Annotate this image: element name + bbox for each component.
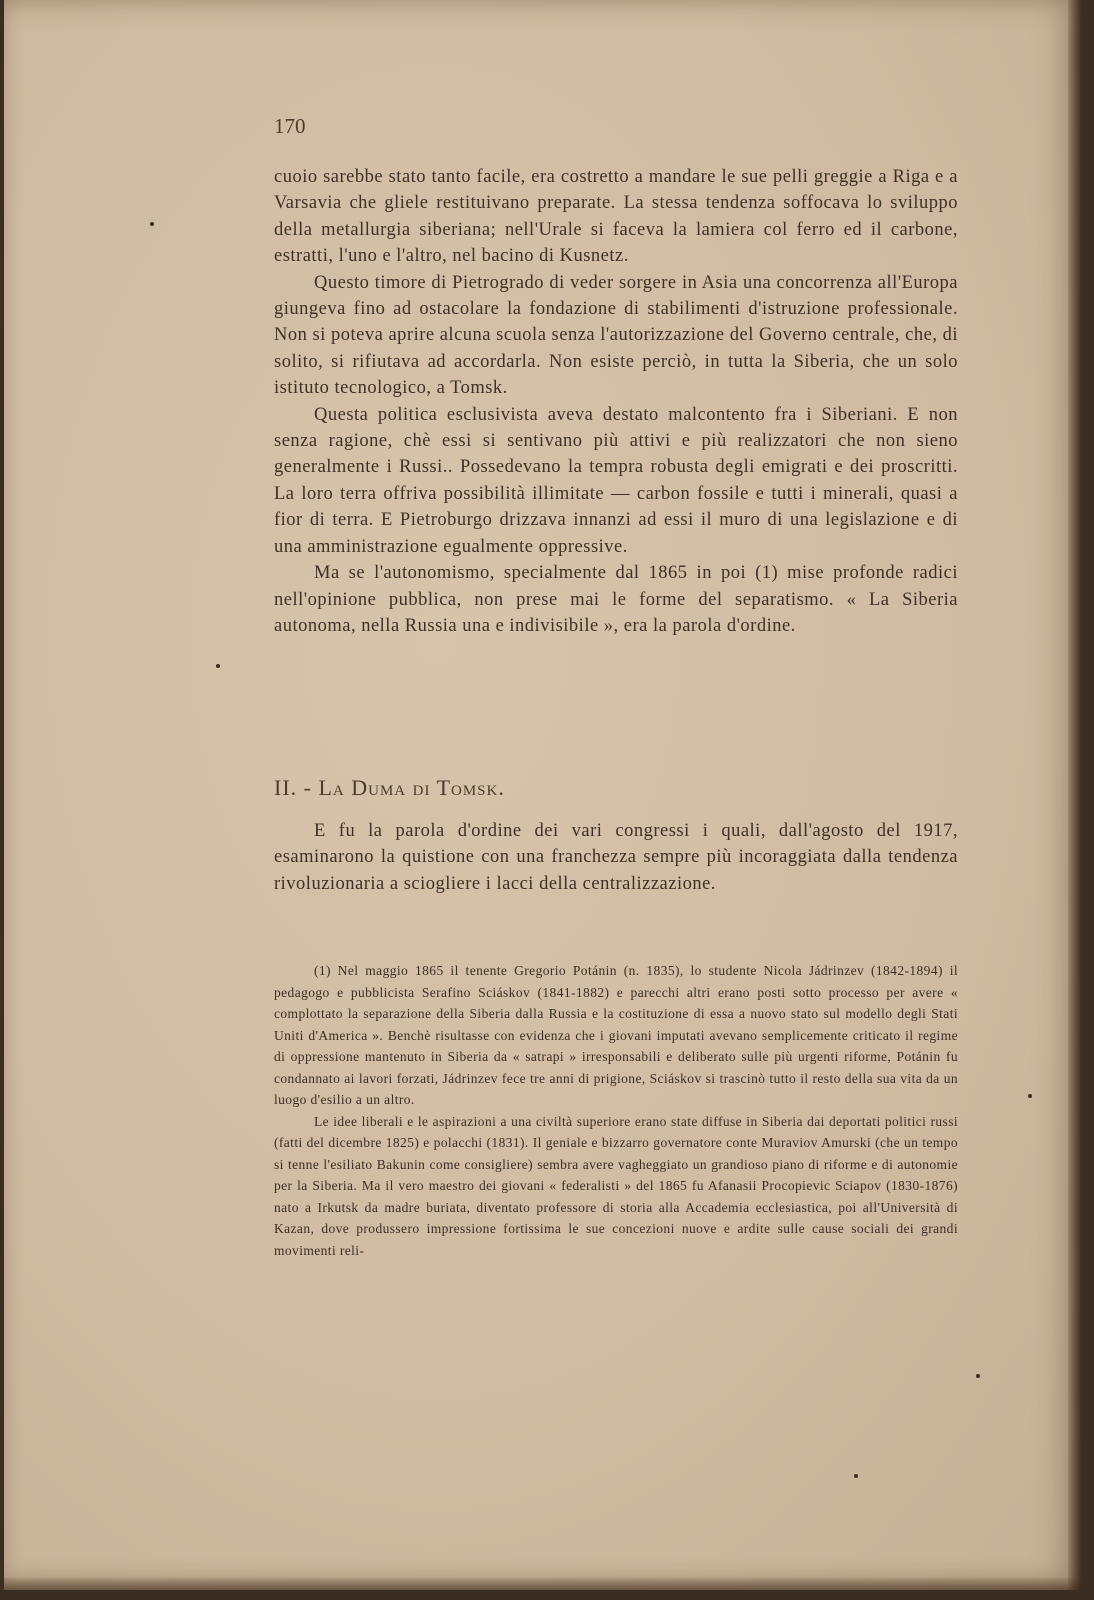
paper-speck (150, 222, 154, 226)
main-text (274, 164, 958, 639)
footnote: Le idee liberali e le aspirazioni a una civiltà superiore erano state diffuse in Siberia dai deportati politici russi (fatti del dicembre 1825) e polacchi (1831). Il geniale e bizzarro governatore conte Muraviov Amurski (che un tempo si tenne l'esiliato Bakunin come consigliere) sembra avere vagheggiato un grandioso piano di riforme e di autonomie per la Siberia. Ma il vero maestro dei giovani « federalisti » del 1865 fu Afanasii Procopievic Sciapov (1830-1876) nato a Irkutsk da madre buriata, diventato professore di storia alla Accademia ecclesiastica, poi all'Università di Kazan, dove produssero impressione fortissima le sue concezioni nuove e ardite sulle cause sociali dei grandi movimenti reli- (274, 1113, 958, 1258)
paper-speck (854, 1474, 858, 1478)
paragraph: Ma se l'autonomismo, specialmente dal 1865 in poi (1) mise profonde radici nell'opinione pubblica, non prese mai le forme del separatismo. « La Siberia autonoma, nella Russia una e indivisibile », era la parola d'ordine. (274, 563, 958, 636)
page-edge-shadow (1068, 0, 1082, 1590)
book-page (4, 0, 1082, 1590)
footnote: (1) Nel maggio 1865 il tenente Gregorio Potánin (n. 1835), lo studente Nicola Jádrinzev (1842-1894) il pedagogo e pubblicista Serafino Sciáskov (1841-1882) e parecchi altri erano posti sotto processo per avere « complottato la separazione della Siberia dalla Russia e la costituzione di essa a nuovo stato sul modello degli Stati Uniti d'America ». Benchè risultasse con evidenza che i giovani imputati avevano semplicemente criticato il regime di oppressione mantenuto in Siberia da « satrapi » irresponsabili e deliberato sulle più urgenti riforme, Potánin fu condannato ai lavori forzati, Jádrinzev fece tre anni di prigione, Sciáskov si trascinò tutto il resto della sua vita da un luogo d'esilio a un altro. (274, 963, 958, 1107)
paper-speck (976, 1374, 980, 1378)
section-heading: II. - La Duma di Tomsk. (274, 775, 505, 800)
section-text (274, 818, 958, 897)
paper-speck (216, 664, 220, 668)
footnotes (274, 960, 958, 1261)
page-bottom-shadow (4, 1578, 1082, 1590)
paper-speck (1028, 1094, 1032, 1098)
paragraph: E fu la parola d'ordine dei vari congressi i quali, dall'agosto del 1917, esaminarono la quistione con una franchezza sempre più incoraggiata dalla tendenza rivoluzionaria a sciogliere i lacci della centralizzazione. (274, 821, 958, 894)
paragraph: cuoio sarebbe stato tanto facile, era costretto a mandare le sue pelli greggie a Riga e a Varsavia che gliele restituivano preparate. La stessa tendenza soffocava lo sviluppo della metallurgia siberiana; nell'Urale si faceva la lamiera col ferro ed il carbone, estratti, l'uno e l'altro, nel bacino di Kusnetz. (274, 167, 958, 267)
page-number: 170 (274, 114, 306, 138)
paragraph: Questo timore di Pietrogrado di veder sorgere in Asia una concorrenza all'Europa giungeva fino ad ostacolare la fondazione di stabilimenti d'istruzione professionale. Non si poteva aprire alcuna scuola senza l'autorizzazione del Governo centrale, che, di solito, si rifiutava ad accordarla. Non esiste perciò, in tutta la Siberia, che un solo istituto tecnologico, a Tomsk. (274, 272, 958, 399)
paragraph: Questa politica esclusivista aveva destato malcontento fra i Siberiani. E non senza ragione, chè essi si sentivano più attivi e più realizzatori che non sieno generalmente i Russi.. Possedevano la tempra robusta degli emigrati e dei proscritti. La loro terra offriva possibilità illimitate — carbon fossile e tutti i minerali, quasi a fior di terra. E Pietroburgo drizzava innanzi ad essi il muro di una legislazione e di una amministrazione egualmente oppressive. (274, 404, 958, 557)
